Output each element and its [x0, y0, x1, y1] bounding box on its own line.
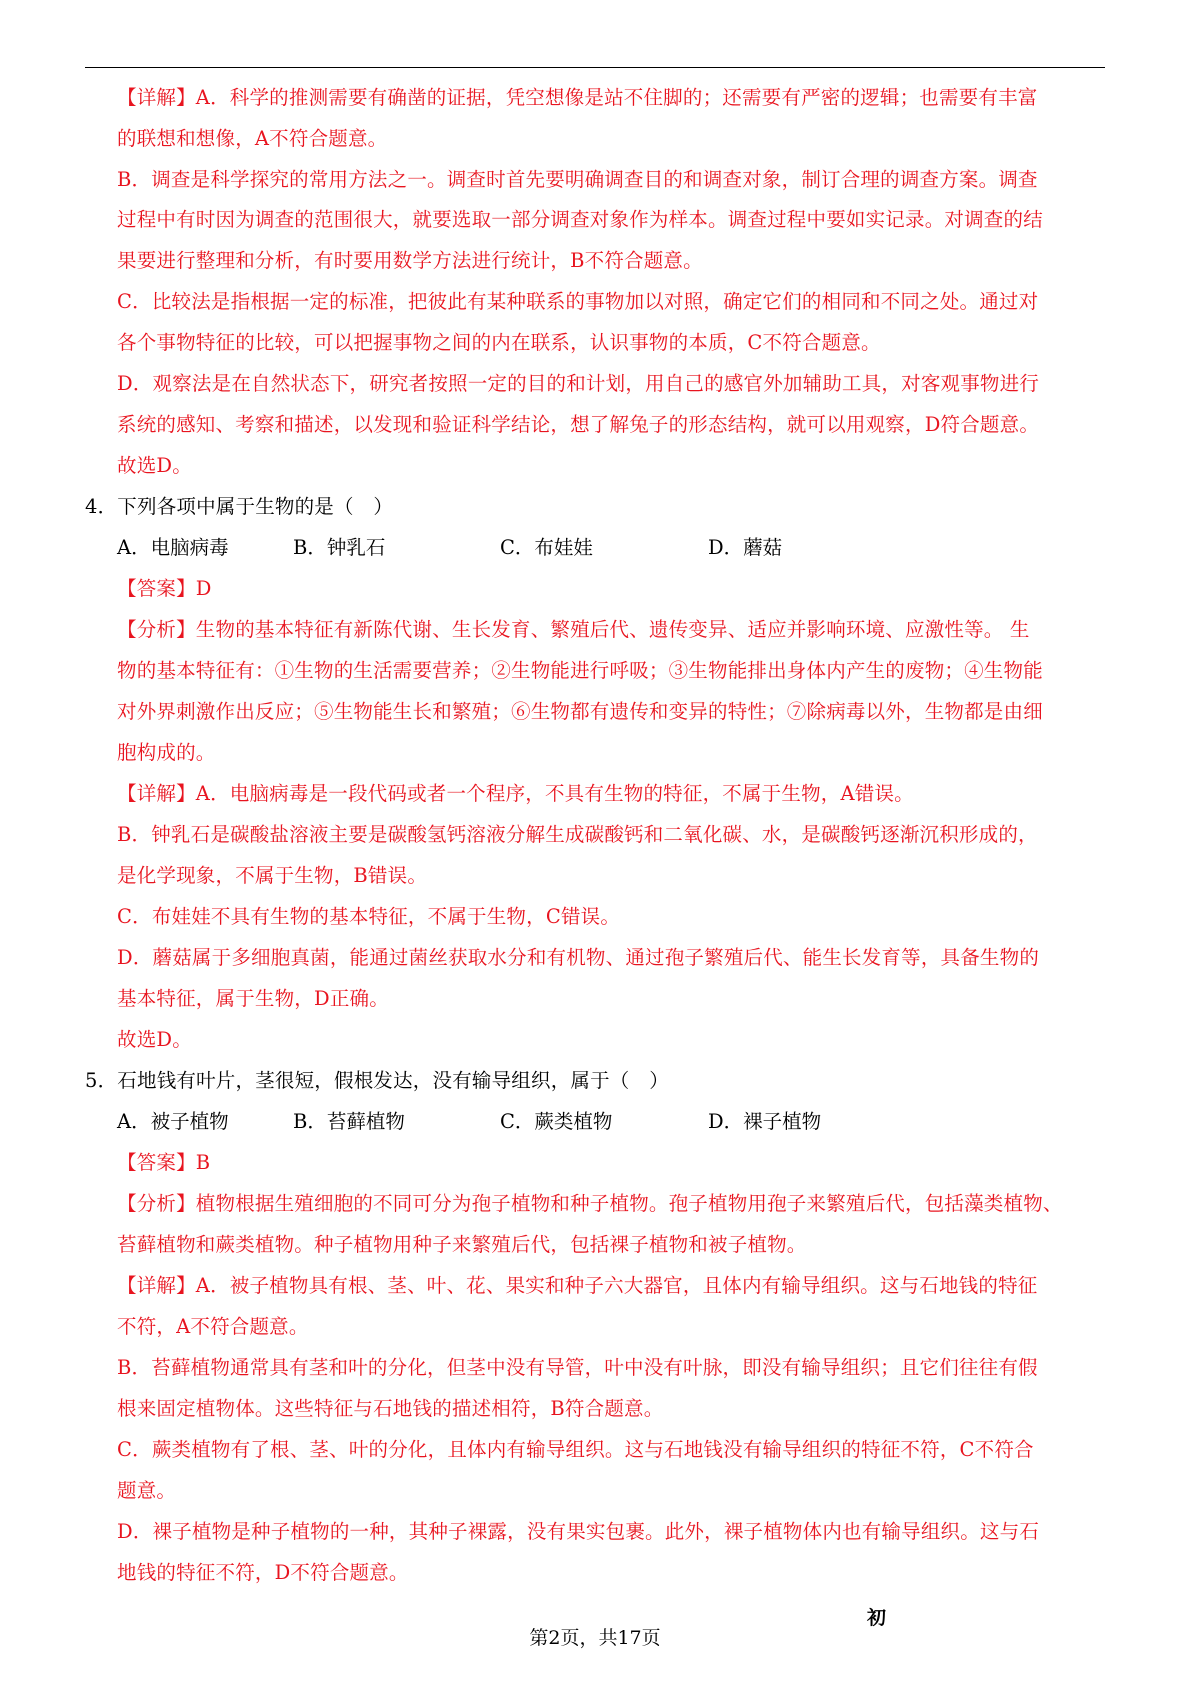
- q4-d-line-1: D．蘑菇属于多细胞真菌，能通过菌丝获取水分和有机物、通过孢子繁殖后代、能生长发育等，具备生物的: [117, 946, 1040, 969]
- q3-d-line-1: D．观察法是在自然状态下，研究者按照一定的目的和计划，用自己的感官外加辅助工具，对客观事物进行: [117, 372, 1040, 395]
- q3-b-line-1: B．调查是科学探究的常用方法之一。调查时首先要明确调查目的和调查对象，制订合理的调查方案。调查: [117, 168, 1038, 191]
- q4-b-line-1: B．钟乳石是碳酸盐溶液主要是碳酸氢钙溶液分解生成碳酸钙和二氧化碳、水，是碳酸钙逐渐沉积形成的，: [117, 823, 1038, 846]
- q4-analysis-line-3: 对外界刺激作出反应；⑤生物能生长和繁殖；⑥生物都有遗传和变异的特性；⑦除病毒以外，生物都是由细: [117, 700, 1043, 723]
- q4-detail-a: 【详解】A．电脑病毒是一段代码或者一个程序，不具有生物的特征，不属于生物，A错误。: [117, 782, 914, 805]
- footer-stamp: 初: [867, 1607, 887, 1629]
- q5-detail-line-2: 不符，A不符合题意。: [117, 1315, 309, 1338]
- q4-conclusion: 故选D。: [117, 1028, 192, 1051]
- q4-answer: 【答案】D: [117, 577, 212, 600]
- q4-analysis-line-2: 物的基本特征有：①生物的生活需要营养；②生物能进行呼吸；③生物能排出身体内产生的废物；④生物能: [117, 659, 1043, 682]
- q4-c-line-1: C．布娃娃不具有生物的基本特征，不属于生物，C错误。: [117, 905, 621, 928]
- q4-option-c: C．布娃娃: [500, 536, 593, 559]
- q4-option-d: D．蘑菇: [708, 536, 783, 559]
- header-rule: [85, 67, 1105, 68]
- q4-d-line-2: 基本特征，属于生物，D正确。: [117, 987, 389, 1010]
- q5-c-line-1: C．蕨类植物有了根、茎、叶的分化，且体内有输导组织。这与石地钱没有输导组织的特征不符，C不符合: [117, 1438, 1034, 1461]
- q4-b-line-2: 是化学现象，不属于生物，B错误。: [117, 864, 428, 887]
- q5-detail-line-1: 【详解】A．被子植物具有根、茎、叶、花、果实和种子六大器官，且体内有输导组织。这与石地钱的特征: [117, 1274, 1038, 1297]
- q5-stem: 5．石地钱有叶片，茎很短，假根发达，没有输导组织，属于（ ）: [85, 1069, 669, 1092]
- q3-b-line-2: 过程中有时因为调查的范围很大，就要选取一部分调查对象作为样本。调查过程中要如实记录。对调查的结: [117, 208, 1043, 231]
- q5-answer: 【答案】B: [117, 1151, 211, 1174]
- q3-detail-line-2: 的联想和想像，A不符合题意。: [117, 127, 388, 150]
- q4-option-b: B．钟乳石: [293, 536, 386, 559]
- q5-analysis-line-1: 【分析】植物根据生殖细胞的不同可分为孢子植物和种子植物。孢子植物用孢子来繁殖后代，包括藻类植物、: [117, 1192, 1063, 1215]
- q5-c-line-2: 题意。: [117, 1479, 177, 1502]
- q5-d-line-2: 地钱的特征不符，D不符合题意。: [117, 1561, 409, 1584]
- q3-b-line-3: 果要进行整理和分析，有时要用数学方法进行统计，B不符合题意。: [117, 249, 703, 272]
- q4-analysis-line-1: 【分析】生物的基本特征有新陈代谢、生长发育、繁殖后代、遗传变异、适应并影响环境、应激性等。 生: [117, 618, 1030, 641]
- q5-b-line-1: B．苔藓植物通常具有茎和叶的分化，但茎中没有导管，叶中没有叶脉，即没有输导组织；且它们往往有假: [117, 1356, 1038, 1379]
- q4-option-a: A．电脑病毒: [117, 536, 229, 559]
- q5-option-b: B．苔藓植物: [293, 1110, 405, 1133]
- q5-option-d: D．裸子植物: [708, 1110, 822, 1133]
- q3-d-line-2: 系统的感知、考察和描述，以发现和验证科学结论，想了解兔子的形态结构，就可以用观察，D符合题意。: [117, 413, 1040, 436]
- q5-d-line-1: D．裸子植物是种子植物的一种，其种子裸露，没有果实包裹。此外，裸子植物体内也有输导组织。这与石: [117, 1520, 1040, 1543]
- q5-option-a: A．被子植物: [117, 1110, 229, 1133]
- q5-option-c: C．蕨类植物: [500, 1110, 613, 1133]
- q3-c-line-1: C．比较法是指根据一定的标准，把彼此有某种联系的事物加以对照，确定它们的相同和不同之处。通过对: [117, 290, 1039, 313]
- q3-detail-line-1: 【详解】A．科学的推测需要有确凿的证据，凭空想像是站不住脚的；还需要有严密的逻辑；也需要有丰富: [117, 86, 1038, 109]
- q3-conclusion: 故选D。: [117, 454, 192, 477]
- q5-analysis-line-2: 苔藓植物和蕨类植物。种子植物用种子来繁殖后代，包括裸子植物和被子植物。: [117, 1233, 807, 1256]
- q5-b-line-2: 根来固定植物体。这些特征与石地钱的描述相符，B符合题意。: [117, 1397, 664, 1420]
- page-number: 第2页，共17页: [529, 1627, 661, 1649]
- q4-stem: 4．下列各项中属于生物的是（ ）: [85, 495, 394, 518]
- q4-analysis-line-4: 胞构成的。: [117, 741, 216, 764]
- q3-c-line-2: 各个事物特征的比较，可以把握事物之间的内在联系，认识事物的本质，C不符合题意。: [117, 331, 881, 354]
